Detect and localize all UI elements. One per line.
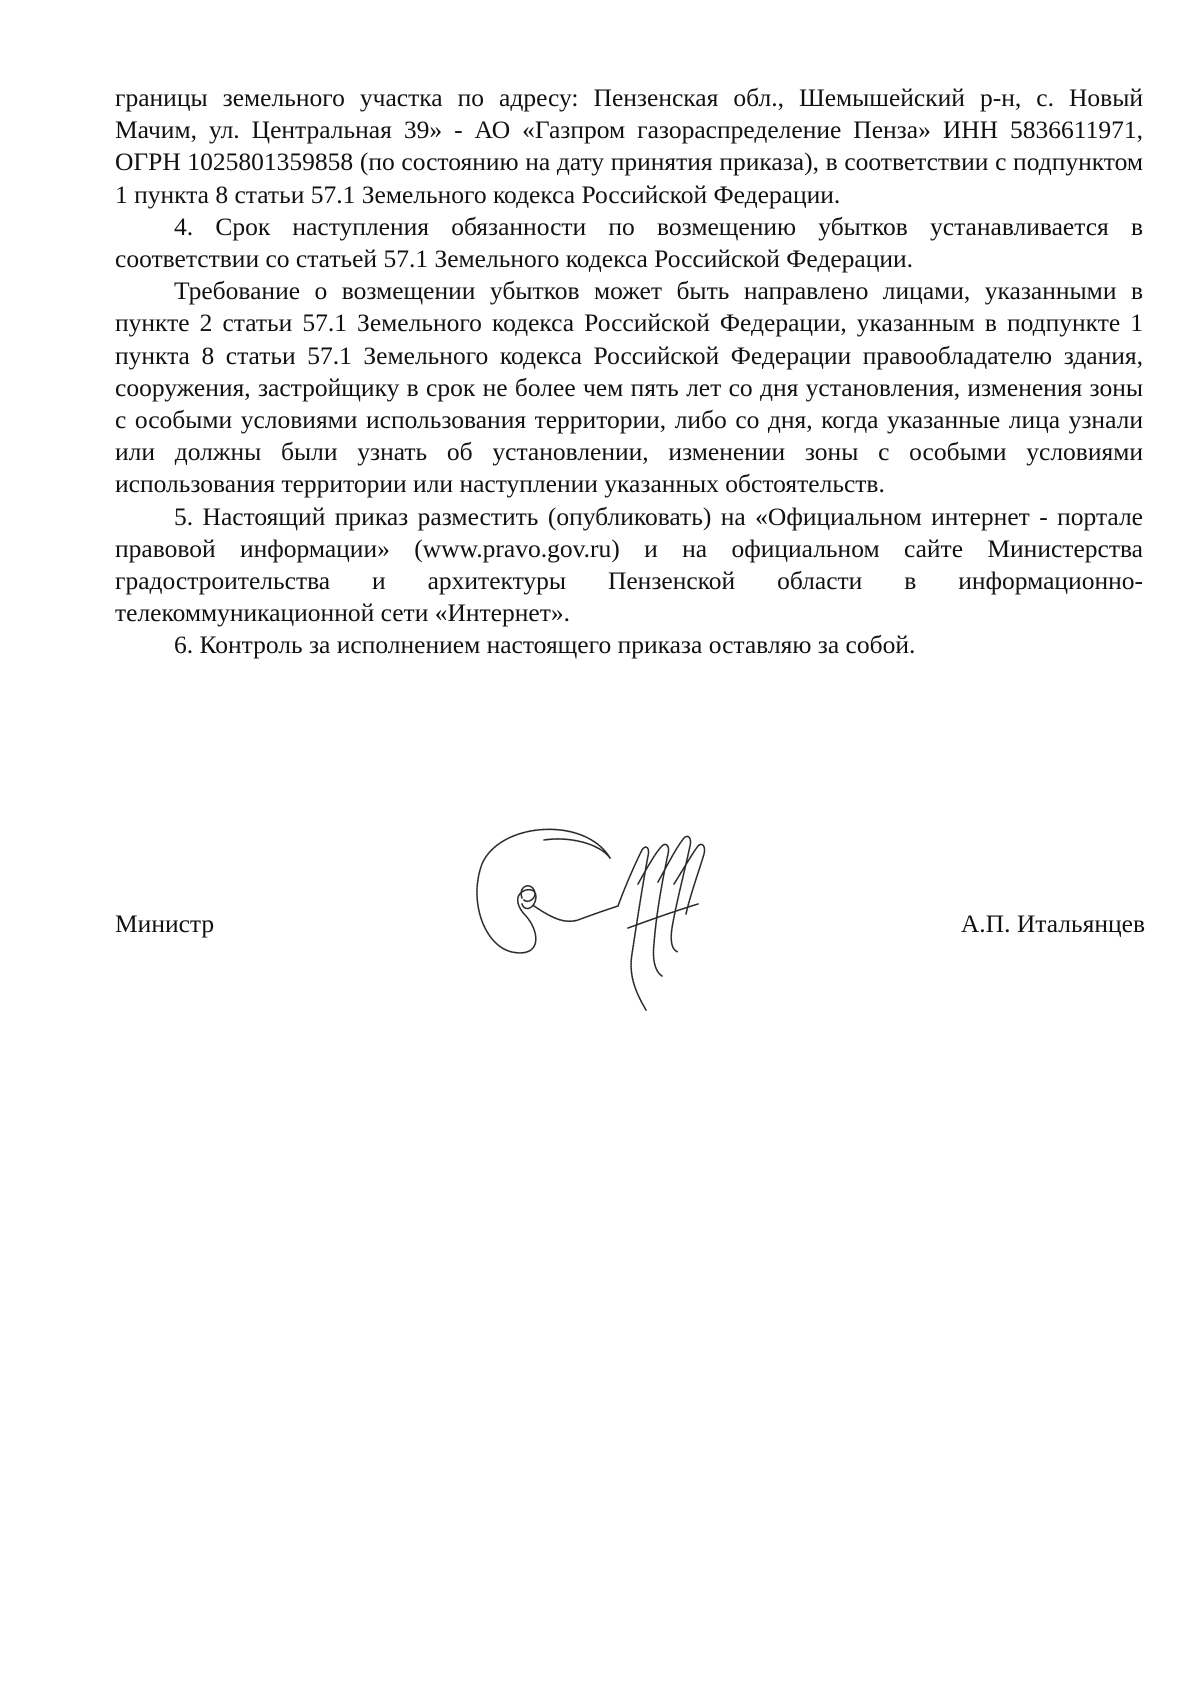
handwritten-signature [460,824,720,1014]
paragraph-item-6: 6. Контроль за исполнением настоящего приказа оставляю за собой. [174,630,916,660]
document-body [115,82,1143,662]
signatory-name: А.П. Итальянцев [960,909,1145,938]
paragraph-item-5: 5. Настоящий приказ разместить (опубликовать) на «Официальном интернет - портале правовой информации» (www.pravo.gov.ru) и на официальном сайте Министерства градостроительства и архитектуры Пензенской области в информационно-телекоммуникационной сети «Интернет». [115,501,1143,628]
signatory-position: Министр [115,909,215,938]
signature-block [115,824,1145,1014]
paragraph-damages-claim: Требование о возмещении убытков может быть направлено лицами, указанными в пункте 2 статьи 57.1 Земельного кодекса Российской Федерации, указанным в подпункте 1 пункта 8 статьи 57.1 Земельного кодекса Российской Федерации правообладателю здания, сооружения, застройщику в срок не более чем пять лет со дня установления, изменения зоны с особыми условиями использования территории, либо со дня, когда указанные лица узнали или должны были узнать об установлении, изменении зоны с особыми условиями использования территории или наступлении указанных обстоятельств. [115,276,1143,499]
paragraph-item-4: 4. Срок наступления обязанности по возмещению убытков устанавливается в соответствии со статьей 57.1 Земельного кодекса Российской Федерации. [115,211,1143,274]
paragraph-boundaries: границы земельного участка по адресу: Пензенская обл., Шемышейский р-н, с. Новый Мачим, ул. Центральная 39» - АО «Газпром газораспределение Пенза» ИНН 5836611971, ОГРН 1025801359858 (по состоянию на дату принятия приказа), в соответствии с подпунктом 1 пункта 8 статьи 57.1 Земельного кодекса Российской Федерации. [115,83,1143,209]
